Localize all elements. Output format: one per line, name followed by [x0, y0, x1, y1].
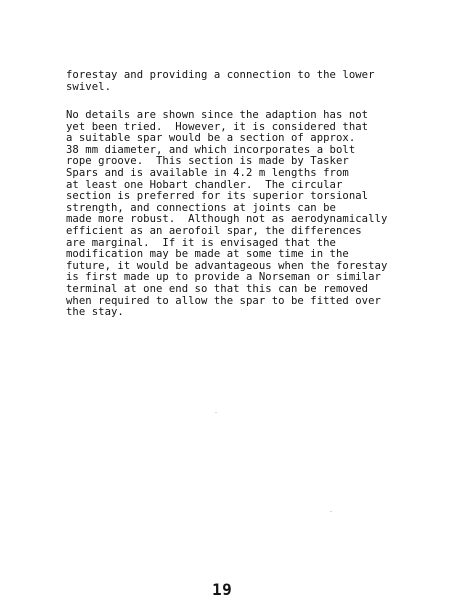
- text-line: are marginal. If it is envisaged that the: [66, 236, 336, 249]
- text-line: the stay.: [66, 306, 124, 319]
- text-line: forestay and providing a connection to the lower: [66, 69, 375, 81]
- text-line: yet been tried. However, it is considered that: [66, 120, 369, 133]
- text-line: Spars and is available in 4.2 m lengths from: [66, 166, 349, 179]
- paragraph-continuation: [66, 70, 458, 93]
- text-line: rope groove. This section is made by Tasker: [66, 155, 349, 168]
- text-line: future, it would be advantageous when the forestay: [66, 259, 388, 272]
- text-line: swivel.: [66, 80, 111, 93]
- text-line: strength, and connections at joints can be: [66, 201, 336, 214]
- text-line: at least one Hobart chandler. The circular: [66, 178, 343, 191]
- text-line: terminal at one end so that this can be removed: [66, 282, 369, 295]
- scan-speck: [215, 412, 217, 413]
- text-line: efficient as an aerofoil spar, the differences: [66, 224, 362, 237]
- text-line: No details are shown since the adaption has not: [66, 109, 369, 121]
- text-line: 38 mm diameter, and which incorporates a bolt: [66, 143, 356, 156]
- page-number: 19: [212, 580, 233, 599]
- scan-speck: [330, 511, 332, 512]
- text-line: made more robust. Although not as aerodynamically: [66, 213, 388, 226]
- text-line: when required to allow the spar to be fitted over: [66, 294, 381, 307]
- text-line: modification may be made at some time in the: [66, 248, 349, 261]
- text-line: section is preferred for its superior torsional: [66, 190, 369, 203]
- paragraph-spar-details: [66, 110, 458, 319]
- text-line: a suitable spar would be a section of approx.: [66, 132, 356, 145]
- text-line: is first made up to provide a Norseman or similar: [66, 271, 381, 284]
